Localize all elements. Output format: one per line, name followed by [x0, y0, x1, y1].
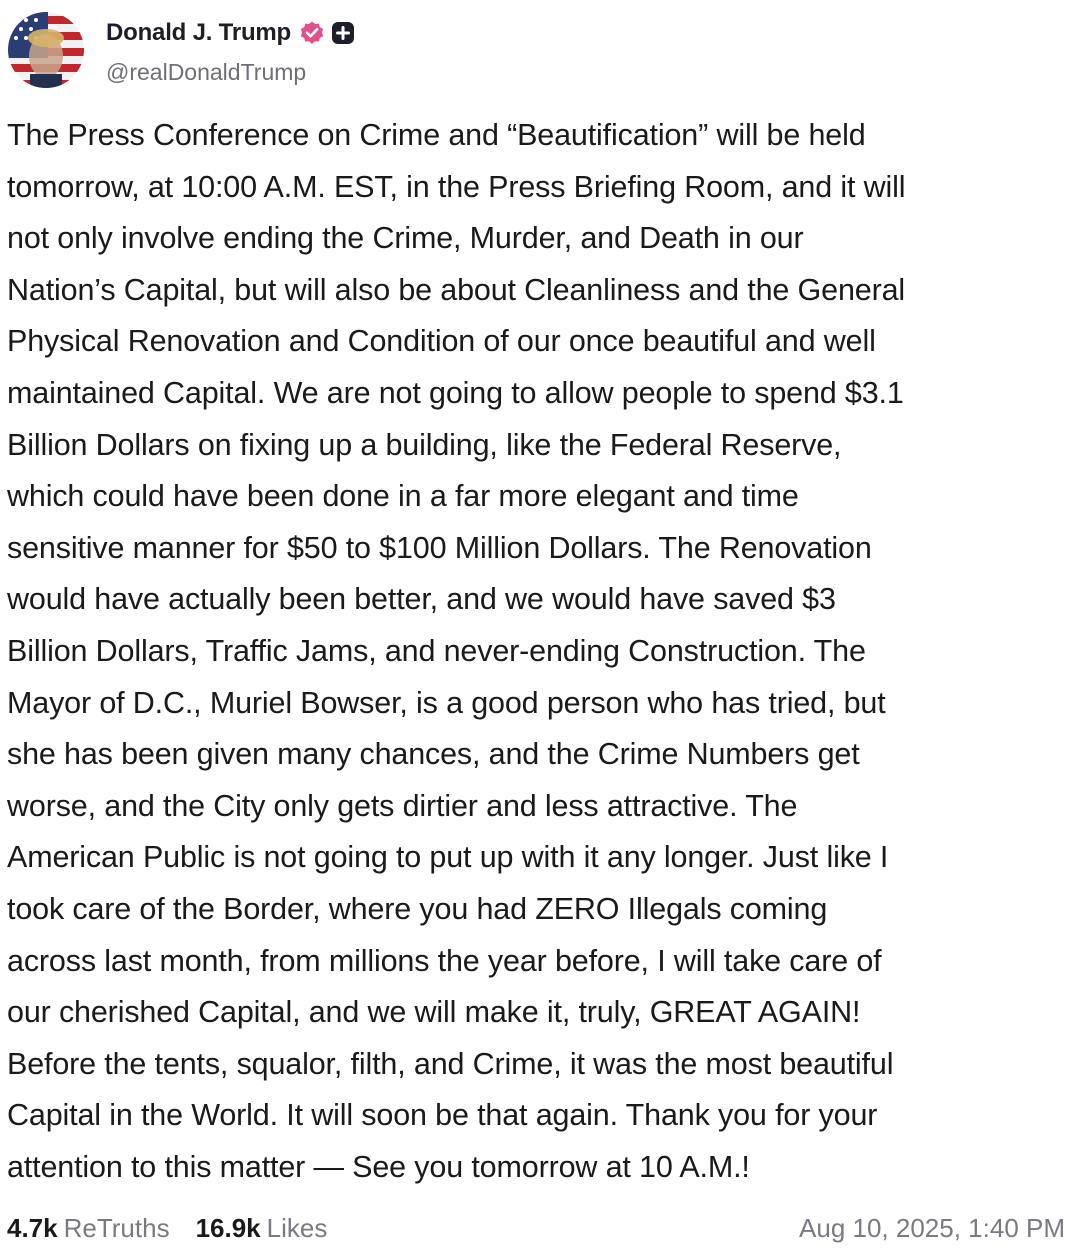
plus-badge-icon — [331, 21, 355, 45]
likes-count: 16.9k — [195, 1212, 261, 1243]
retruths-stat[interactable] — [7, 1213, 170, 1244]
post-header — [8, 12, 355, 92]
author-info — [106, 17, 355, 86]
flag-portrait-avatar-icon — [8, 12, 84, 88]
post-timestamp[interactable]: Aug 10, 2025, 1:40 PM — [799, 1212, 1065, 1243]
retruths-count: 4.7k — [7, 1212, 58, 1243]
retruths-label: ReTruths — [63, 1212, 170, 1243]
avatar[interactable] — [8, 12, 84, 88]
name-row — [106, 17, 355, 49]
post-body-text: The Press Conference on Crime and “Beautification” will be held tomorrow, at 10:00 A.M. EST, in the Press Briefing Room, and it will not only involve ending the Crime, Murder, and Death in our Nation’s Capital, but will also be about Cleanliness and the General Physical Renovation and Condition of our once beautiful and well maintained Capital. We are not going to allow people to spend $3.1 Billion Dollars on fixing up a building, like the Federal Reserve, which could have been done in a far more elegant and time sensitive manner for $50 to $100 Million Dollars. The Renovation would have actually been better, and we would have saved $3 Billion Dollars, Traffic Jams, and never-ending Construction. The Mayor of D.C., Muriel Bowser, is a good person who has tried, but she has been given many chances, and the Crime Numbers get worse, and the City only gets dirtier and less attractive. The American Public is not going to put up with it any longer. Just like I took care of the Border, where you had ZERO Illegals coming across last month, from millions the year before, I will take care of our cherished Capital, and we will make it, truly, GREAT AGAIN! Before the tents, squalor, filth, and Crime, it was the most beautiful Capital in the World. It will soon be that again. Thank you for your attention to this matter — See you tomorrow at 10 A.M.! — [7, 118, 906, 1184]
verified-badge-icon — [299, 20, 325, 46]
author-display-name[interactable]: Donald J. Trump — [106, 19, 292, 46]
likes-label: Likes — [266, 1212, 328, 1243]
likes-stat[interactable] — [196, 1213, 328, 1244]
author-handle[interactable]: @realDonaldTrump — [106, 59, 307, 85]
post-footer — [7, 1210, 1065, 1246]
